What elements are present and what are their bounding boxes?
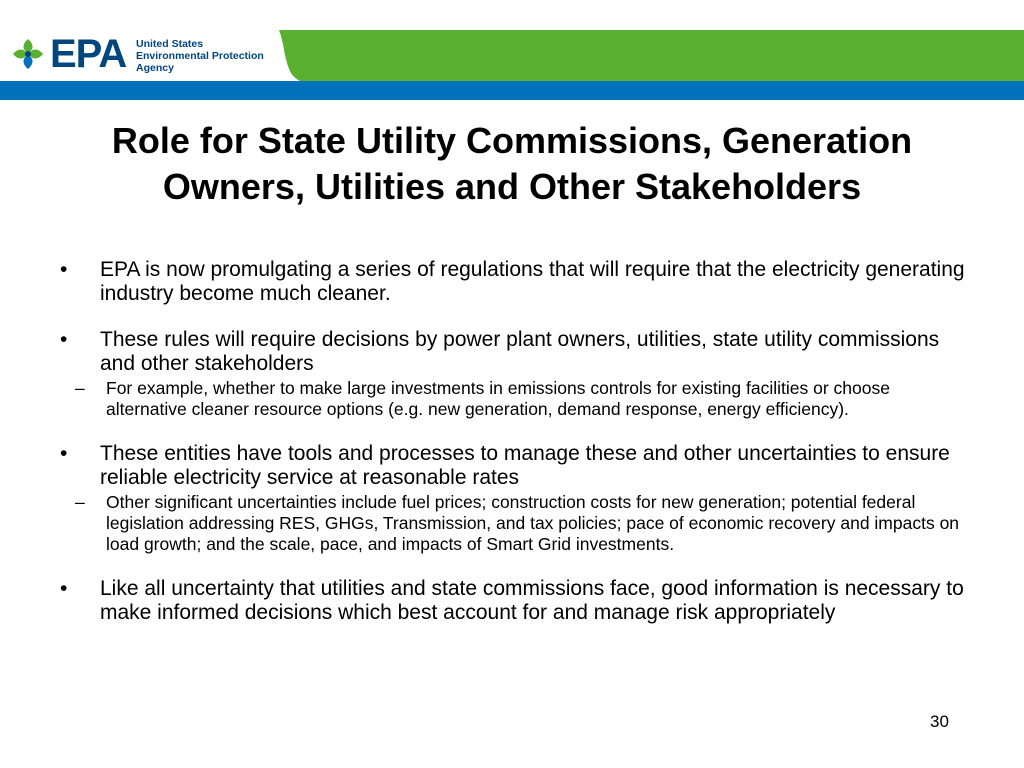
- epa-flower-icon: [10, 36, 46, 72]
- sub-bullet-marker: –: [75, 378, 85, 398]
- bullet-item-1: [60, 258, 970, 306]
- logo-wordmark: EPA: [50, 32, 127, 76]
- bullet-marker: •: [60, 442, 68, 465]
- bullet-text: Like all uncertainty that utilities and state commissions face, good information is necessary to make informed decisions which best account for and manage risk appropriately: [100, 577, 964, 624]
- bullet-marker: •: [60, 328, 68, 351]
- bullet-text: EPA is now promulgating a series of regulations that will require that the electricity generating industry become much cleaner.: [100, 258, 965, 305]
- bullet-marker: •: [60, 577, 68, 600]
- bullet-text: These rules will require decisions by power plant owners, utilities, state utility commissions and other stakeholders: [100, 328, 940, 375]
- sub-bullet-text: For example, whether to make large investments in emissions controls for existing facilities or choose alternative cleaner resource options (e.g. new generation, demand response, energy efficiency).: [106, 378, 890, 419]
- green-stripe: [276, 30, 1024, 81]
- sub-bullet-text: Other significant uncertainties include fuel prices; construction costs for new generation; potential federal legislation addressing RES, GHGs, Transmission, and tax policies; pace of economic recovery and impacts on load growth; and the scale, pace, and impacts of Smart Grid investments.: [106, 492, 960, 554]
- bullet-text: These entities have tools and processes to manage these and other uncertainties to ensure reliable electricity service at reasonable rates: [100, 442, 950, 489]
- bullet-item-4: [60, 577, 970, 625]
- page-number: 30: [930, 712, 949, 731]
- bullet-item-2: [60, 328, 970, 420]
- header-banner: [0, 0, 1024, 100]
- sub-bullet-item: [60, 378, 970, 420]
- bullet-item-3: [60, 442, 970, 555]
- epa-logo[interactable]: [10, 34, 280, 78]
- sub-bullet-item: [60, 492, 970, 555]
- bullet-list: [60, 258, 970, 647]
- slide-title: Role for State Utility Commissions, Generation Owners, Utilities and Other Stakeholders: [111, 120, 913, 207]
- sub-bullet-marker: –: [75, 492, 85, 512]
- bullet-marker: •: [60, 258, 68, 281]
- agency-name: United States Environmental Protection Agency: [136, 38, 264, 74]
